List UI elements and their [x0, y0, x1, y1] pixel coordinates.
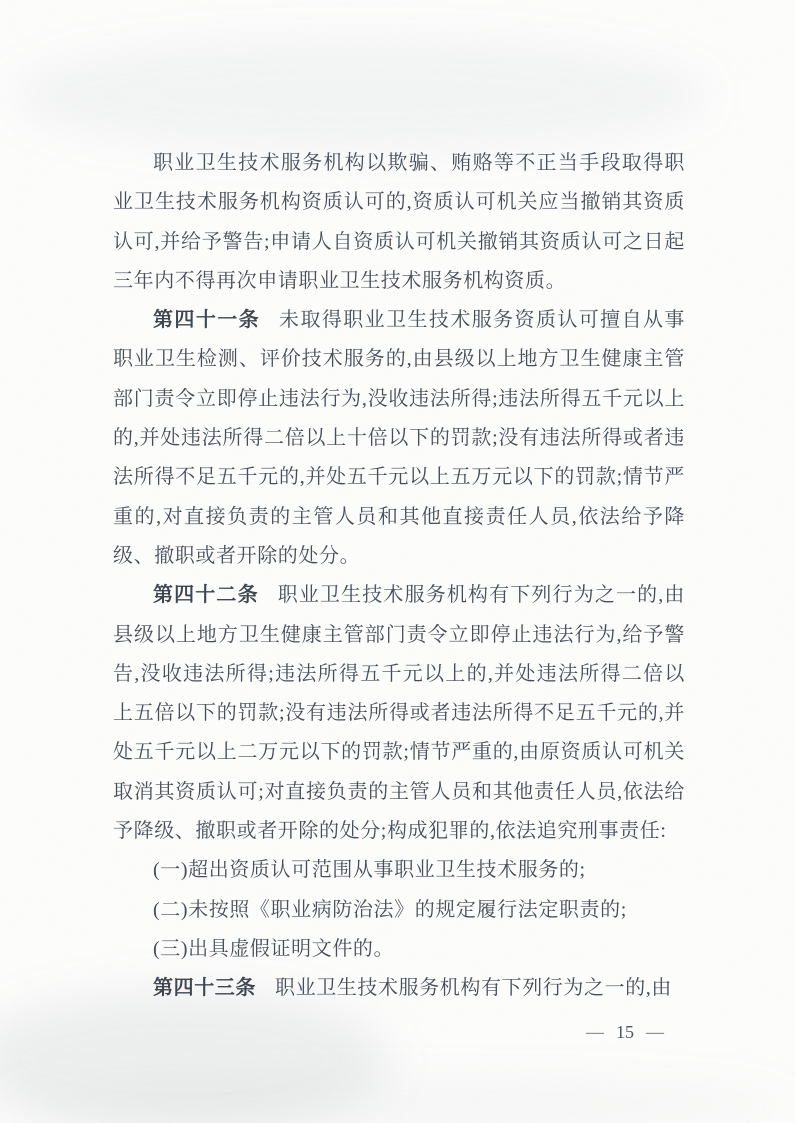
article-41-text: 未取得职业卫生技术服务资质认可擅自从事职业卫生检测、评价技术服务的,由县级以上地方卫生健康主管部门责令立即停止违法行为,没收违法所得;违法所得五千元以上的,并处违法所得二倍以上十倍以下的罚款;没有违法所得或者违法所得不足五千元的,并处五千元以上五万元以下的罚款;情节严重的,对直接负责的主管人员和其他直接责任人员,依法给予降级、撤职或者开除的处分。	[113, 309, 685, 567]
scan-smudge-bottom	[0, 1080, 795, 1123]
list-item-1	[113, 851, 685, 890]
page-footer	[586, 1022, 664, 1043]
list-item-3-text: (三)出具虚假证明文件的。	[153, 937, 395, 960]
footer-dash-left: —	[586, 1024, 604, 1041]
article-42-number: 第四十二条	[153, 584, 259, 607]
scan-smudge-bottom-left	[0, 990, 390, 1123]
paragraph-intro-text: 职业卫生技术服务机构以欺骗、贿赂等不正当手段取得职业卫生技术服务机构资质认可的,资质认可机关应当撤销其资质认可,并给予警告;申请人自资质认可机关撤销其资质认可之日起三年内不得再次申请职业卫生技术服务机构资质。	[113, 152, 685, 292]
article-43-number: 第四十三条	[153, 977, 256, 1000]
paragraph-article-42	[113, 576, 685, 851]
article-43-text: 职业卫生技术服务机构有下列行为之一的,由	[275, 977, 672, 1000]
paragraph-article-43	[113, 969, 685, 1008]
list-item-2-text: (二)未按照《职业病防治法》的规定履行法定职责的;	[153, 898, 627, 921]
list-item-2	[113, 891, 685, 930]
article-41-number: 第四十一条	[153, 309, 261, 332]
list-item-3	[113, 930, 685, 969]
list-item-1-text: (一)超出资质认可范围从事职业卫生技术服务的;	[153, 859, 586, 882]
page-number: 15	[616, 1022, 634, 1042]
scan-smudge-top	[10, 40, 710, 150]
article-42-text: 职业卫生技术服务机构有下列行为之一的,由县级以上地方卫生健康主管部门责令立即停止违法行为,给予警告,没收违法所得;违法所得五千元以上的,并处违法所得二倍以上五倍以下的罚款;没有违法所得或者违法所得不足五千元的,并处五千元以上二万元以下的罚款;情节严重的,由原资质认可机关取消其资质认可;对直接负责的主管人员和其他责任人员,依法给予降级、撤职或者开除的处分;构成犯罪的,依法追究刑事责任:	[113, 584, 686, 843]
paragraph-article-41	[113, 301, 685, 576]
paragraph-intro	[113, 144, 685, 301]
document-body	[113, 144, 685, 1009]
footer-dash-right: —	[646, 1024, 664, 1041]
